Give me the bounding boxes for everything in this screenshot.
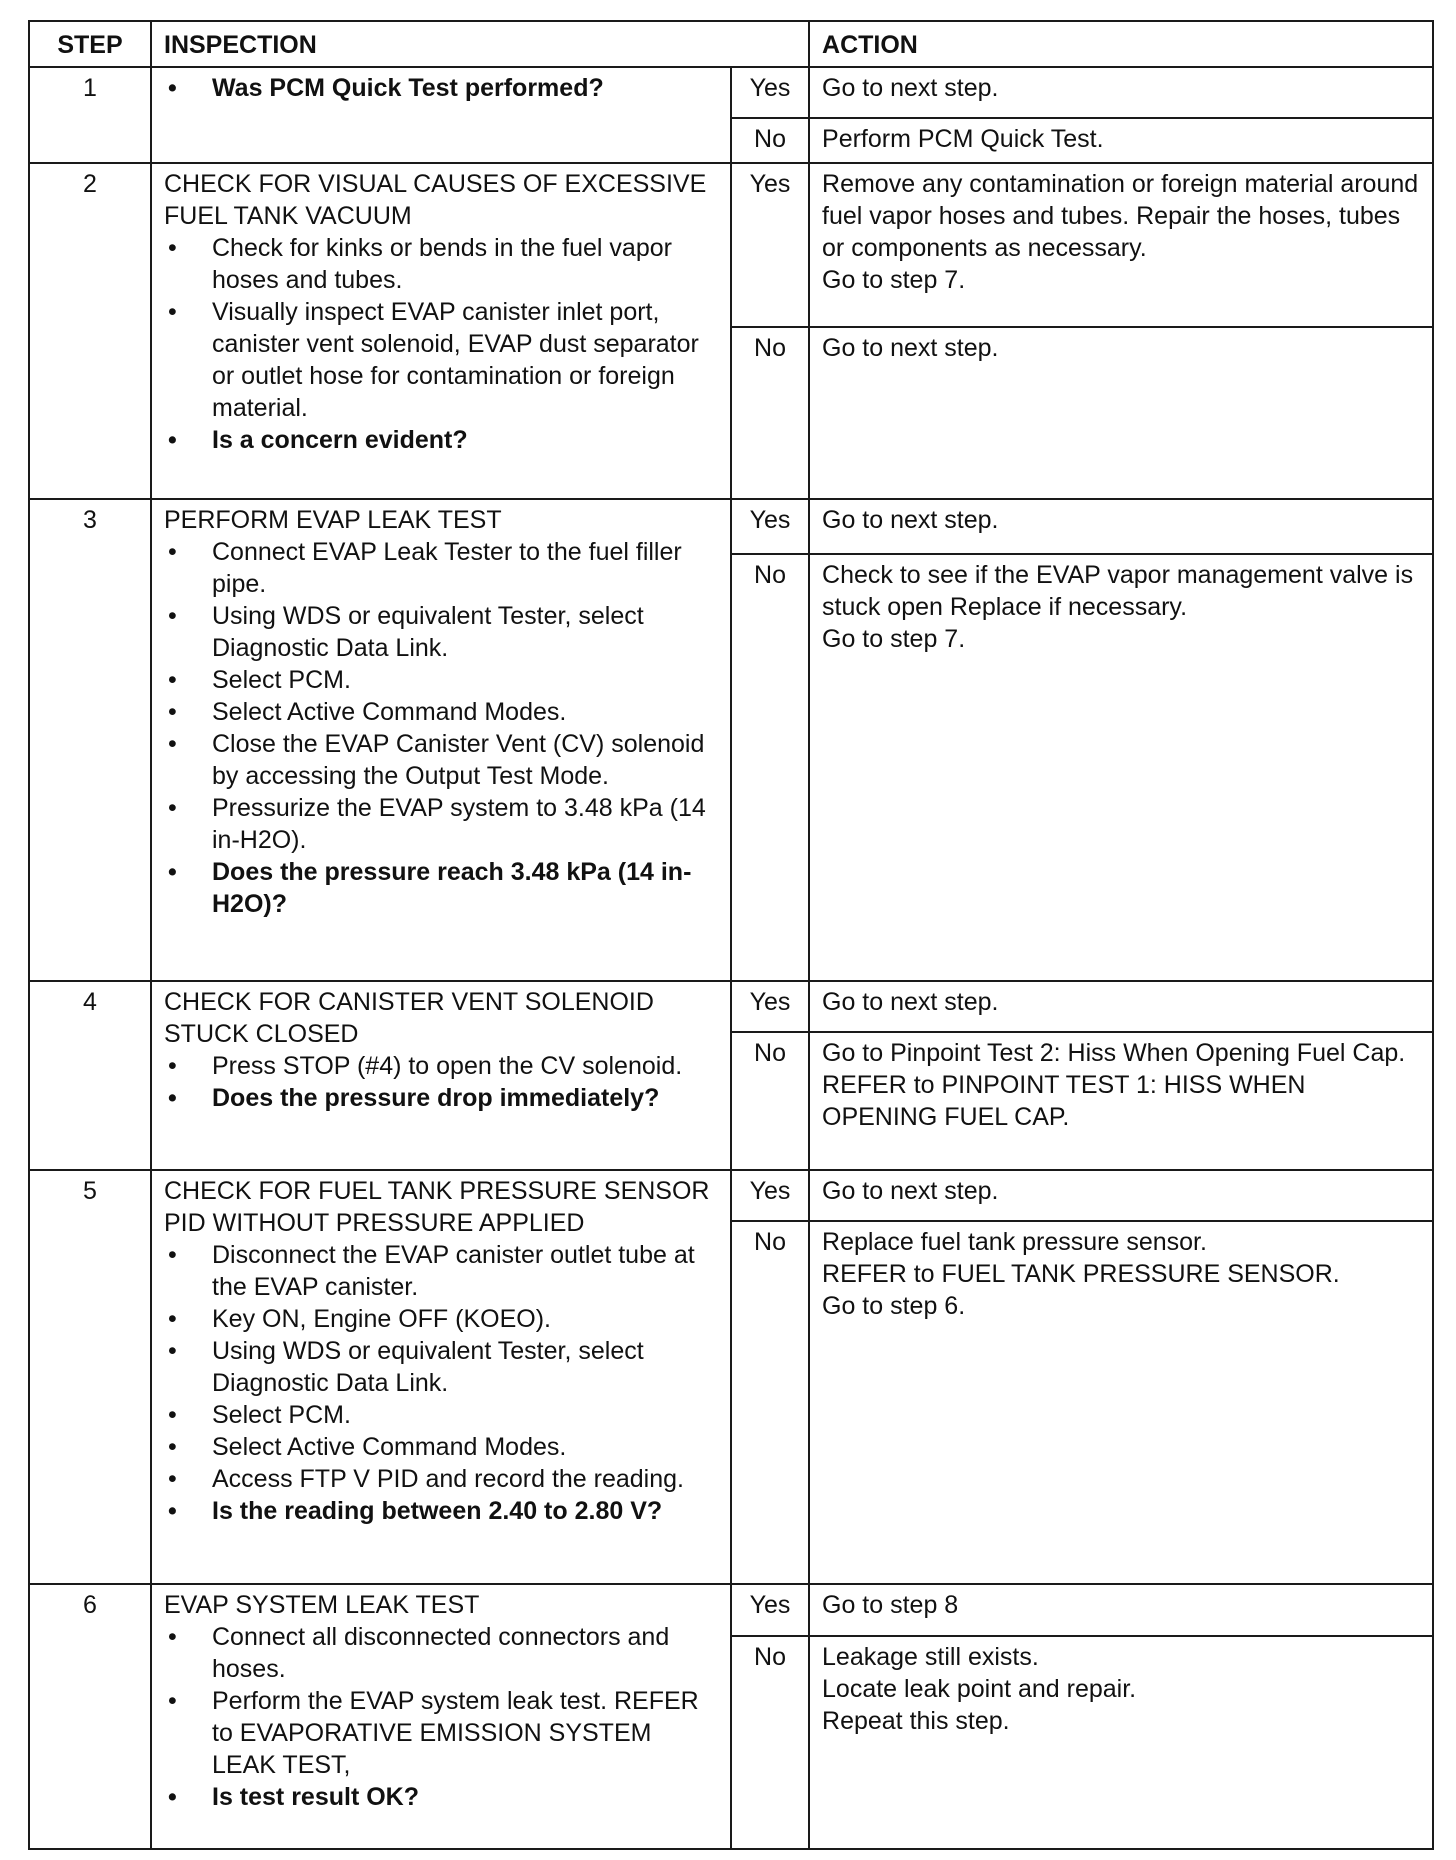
inspection-list [164,536,718,920]
step-number: 6 [29,1584,151,1849]
step-row-yes [29,163,1433,327]
inspection-item: • Visually inspect EVAP canister inlet port, canister vent solenoid, EVAP dust separator or outlet hose for contamination or foreign material. [164,296,718,424]
no-label: No [731,1221,809,1584]
inspection-question: • Does the pressure drop immediately? [164,1082,718,1114]
action-line: Repeat this step. [822,1706,1010,1735]
inspection-list [164,1050,718,1114]
no-label: No [731,554,809,980]
yes-label: Yes [731,1584,809,1635]
yes-label: Yes [731,499,809,554]
no-action [809,327,1433,499]
inspection-item: • Pressurize the EVAP system to 3.48 kPa (14 in-H2O). [164,792,718,856]
diagnostic-table [28,20,1434,1850]
inspection-title: CHECK FOR FUEL TANK PRESSURE SENSOR PID WITHOUT PRESSURE APPLIED [164,1177,710,1238]
action-line: Replace fuel tank pressure sensor. [822,1228,1207,1257]
inspection-list [164,1239,718,1527]
step-row-yes [29,67,1433,118]
inspection-item: • Access FTP V PID and record the reading. [164,1463,718,1495]
inspection-title: CHECK FOR VISUAL CAUSES OF EXCESSIVE FUEL TANK VACUUM [164,170,707,231]
yes-action [809,163,1433,327]
action-line: Go to Pinpoint Test 2: Hiss When Opening Fuel Cap. [822,1038,1406,1067]
step-row-yes [29,1584,1433,1635]
inspection-item: • Select PCM. [164,1399,718,1431]
inspection-item: • Using WDS or equivalent Tester, select Diagnostic Data Link. [164,600,718,664]
inspection-item: • Press STOP (#4) to open the CV solenoid. [164,1050,718,1082]
inspection-cell [151,1584,731,1849]
yes-action [809,67,1433,118]
inspection-item: • Select Active Command Modes. [164,696,718,728]
inspection-question: • Was PCM Quick Test performed? [164,72,718,104]
inspection-title: PERFORM EVAP LEAK TEST [164,506,502,535]
action-line: Go to step 7. [822,625,966,654]
yes-action [809,1584,1433,1635]
yes-label: Yes [731,981,809,1032]
action-line: Go to next step. [822,506,999,535]
action-line: Go to next step. [822,987,999,1016]
action-line: Go to step 7. [822,266,966,295]
yes-label: Yes [731,67,809,118]
no-label: No [731,1032,809,1170]
header-row [29,21,1433,67]
no-action [809,1221,1433,1584]
yes-action [809,981,1433,1032]
inspection-list [164,1621,718,1813]
no-label: No [731,327,809,499]
inspection-item: • Using WDS or equivalent Tester, select Diagnostic Data Link. [164,1335,718,1399]
step-number: 2 [29,163,151,499]
no-action [809,1636,1433,1850]
action-line: Go to next step. [822,334,999,363]
action-line: Check to see if the EVAP vapor management valve is stuck open Replace if necessary. [822,561,1414,622]
step-number: 1 [29,67,151,163]
inspection-item: • Select PCM. [164,664,718,696]
step-row-yes [29,499,1433,554]
header-step: STEP [29,21,151,67]
no-action [809,554,1433,980]
inspection-question: • Is a concern evident? [164,424,718,456]
action-line: Go to step 6. [822,1292,966,1321]
inspection-cell [151,499,731,980]
inspection-question: • Does the pressure reach 3.48 kPa (14 in-H2O)? [164,856,718,920]
action-line: Go to next step. [822,1177,999,1206]
inspection-list [164,72,718,104]
action-line: Remove any contamination or foreign material around fuel vapor hoses and tubes. Repair the hoses, tubes or components as necessary. [822,170,1419,263]
action-line: REFER to FUEL TANK PRESSURE SENSOR. [822,1260,1340,1289]
inspection-title: EVAP SYSTEM LEAK TEST [164,1591,480,1620]
inspection-cell [151,163,731,499]
inspection-cell [151,981,731,1171]
inspection-cell [151,67,731,163]
step-row-yes [29,1170,1433,1221]
no-label: No [731,118,809,163]
yes-label: Yes [731,163,809,327]
inspection-item: • Key ON, Engine OFF (KOEO). [164,1303,718,1335]
yes-action [809,1170,1433,1221]
no-label: No [731,1636,809,1850]
no-action [809,1032,1433,1170]
action-line: Locate leak point and repair. [822,1674,1137,1703]
header-inspection: INSPECTION [151,21,809,67]
header-action: ACTION [809,21,1433,67]
inspection-question: • Is the reading between 2.40 to 2.80 V? [164,1495,718,1527]
action-line: Go to step 8 [822,1591,959,1620]
inspection-list [164,232,718,456]
step-number: 3 [29,499,151,980]
step-number: 5 [29,1170,151,1584]
inspection-item: • Check for kinks or bends in the fuel vapor hoses and tubes. [164,232,718,296]
inspection-question: • Is test result OK? [164,1781,718,1813]
inspection-item: • Select Active Command Modes. [164,1431,718,1463]
step-row-yes [29,981,1433,1032]
inspection-item: • Perform the EVAP system leak test. REFER to EVAPORATIVE EMISSION SYSTEM LEAK TEST, [164,1685,718,1781]
yes-action [809,499,1433,554]
inspection-title: CHECK FOR CANISTER VENT SOLENOID STUCK CLOSED [164,987,654,1048]
inspection-item: • Close the EVAP Canister Vent (CV) solenoid by accessing the Output Test Mode. [164,728,718,792]
action-line: Perform PCM Quick Test. [822,125,1104,154]
inspection-cell [151,1170,731,1584]
yes-label: Yes [731,1170,809,1221]
action-line: REFER to PINPOINT TEST 1: HISS WHEN OPENING FUEL CAP. [822,1070,1306,1131]
step-number: 4 [29,981,151,1171]
inspection-item: • Connect all disconnected connectors and hoses. [164,1621,718,1685]
no-action [809,118,1433,163]
inspection-item: • Disconnect the EVAP canister outlet tube at the EVAP canister. [164,1239,718,1303]
inspection-item: • Connect EVAP Leak Tester to the fuel filler pipe. [164,536,718,600]
action-line: Leakage still exists. [822,1642,1039,1671]
action-line: Go to next step. [822,74,999,102]
